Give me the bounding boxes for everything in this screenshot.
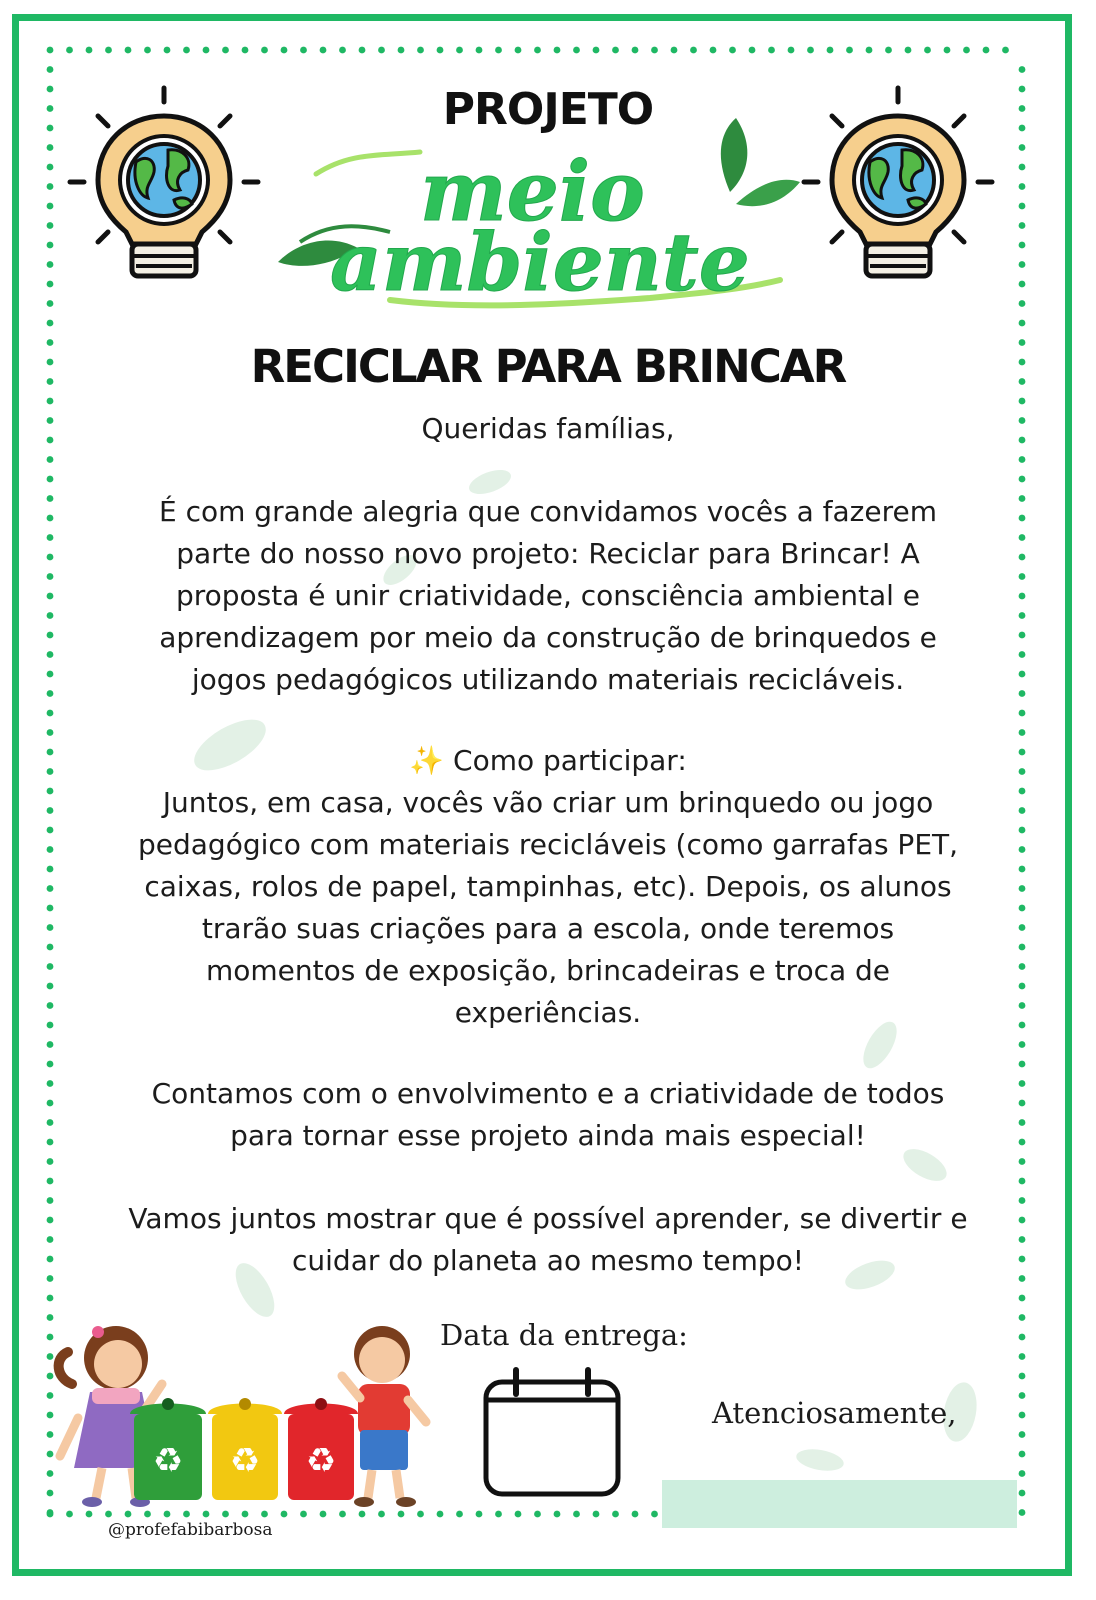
leaf-icon bbox=[721, 118, 748, 192]
title-script bbox=[270, 112, 810, 322]
project-subtitle: RECICLAR PARA BRINCAR bbox=[250, 340, 846, 393]
text-line: jogos pedagógicos utilizando materiais recicláveis. bbox=[191, 663, 905, 696]
signature-field bbox=[662, 1480, 1017, 1528]
closing-paragraph bbox=[60, 1198, 1036, 1282]
text-line: pedagógico com materiais recicláveis (como garrafas PET, bbox=[137, 828, 959, 861]
script-word-ambiente: ambiente bbox=[330, 215, 750, 309]
text-line: experiências. bbox=[454, 996, 642, 1029]
script-word-meio: meio bbox=[420, 144, 645, 240]
svg-text:♻: ♻ bbox=[152, 1441, 184, 1481]
signoff-label: Atenciosamente, bbox=[712, 1396, 957, 1430]
text-line: Juntos, em casa, vocês vão criar um brinquedo ou jogo bbox=[162, 786, 934, 819]
bg-leaf-icon bbox=[795, 1446, 846, 1474]
text-line: trarão suas criações para a escola, onde teremos bbox=[201, 912, 895, 945]
recycle-bin-icon bbox=[130, 1398, 206, 1500]
text-line: aprendizagem por meio da construção de brinquedos e bbox=[159, 621, 937, 654]
recycle-bin-icon bbox=[284, 1398, 358, 1500]
engagement-paragraph bbox=[60, 1073, 1036, 1157]
text-line: caixas, rolos de papel, tampinhas, etc). Depois, os alunos bbox=[144, 870, 952, 903]
participation-paragraph bbox=[60, 782, 1036, 1034]
boy-figure bbox=[342, 1326, 426, 1507]
recycle-bin-icon bbox=[208, 1398, 282, 1500]
greeting: Queridas famílias, bbox=[421, 412, 675, 445]
calendar-icon bbox=[480, 1366, 624, 1500]
section-title: Como participar: bbox=[453, 744, 687, 777]
project-label: PROJETO bbox=[442, 84, 654, 135]
delivery-date-label: Data da entrega: bbox=[440, 1318, 688, 1352]
svg-text:♻: ♻ bbox=[305, 1441, 337, 1481]
text-line: momentos de exposição, brincadeiras e troca de bbox=[205, 954, 891, 987]
text-line: É com grande alegria que convidamos vocês a fazerem bbox=[159, 495, 937, 528]
sparkles-icon: ✨ bbox=[409, 744, 445, 777]
text-line: Vamos juntos mostrar que é possível aprender, se divertir e bbox=[128, 1202, 968, 1235]
kids-recycling-illustration bbox=[46, 1318, 438, 1518]
author-handle: @profefabibarbosa bbox=[108, 1520, 273, 1540]
svg-text:♻: ♻ bbox=[229, 1441, 261, 1481]
section-heading bbox=[60, 740, 1036, 782]
text-line: para tornar esse projeto ainda mais especial! bbox=[230, 1119, 866, 1152]
intro-paragraph bbox=[60, 491, 1036, 701]
text-line: parte do nosso novo projeto: Reciclar para Brincar! A bbox=[176, 537, 920, 570]
text-line: cuidar do planeta ao mesmo tempo! bbox=[292, 1244, 804, 1277]
text-line: proposta é unir criatividade, consciência ambiental e bbox=[175, 579, 921, 612]
text-line: Contamos com o envolvimento e a criatividade de todos bbox=[151, 1077, 945, 1110]
leaf-icon bbox=[736, 180, 800, 206]
